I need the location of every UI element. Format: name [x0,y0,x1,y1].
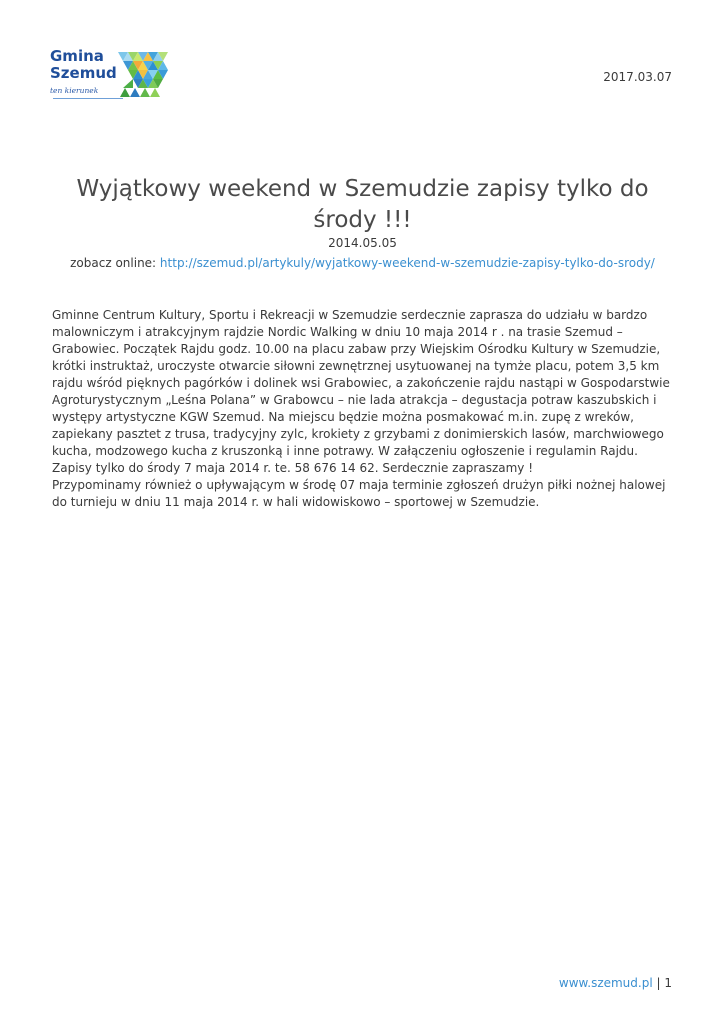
article-date: 2014.05.05 [328,236,397,250]
logo-underline [53,98,123,99]
online-link-line [0,256,725,270]
body-paragraph-1: Gminne Centrum Kultury, Sportu i Rekreacji w Szemudzie serdecznie zaprasza do udziału w bardzo malowniczym i atrakcyjnym rajdzie Nordic Walking w dniu 10 maja 2014 r . na trasie Szemud – Grabowiec. Początek Rajdu godz. 10.00 na placu zabaw przy Wiejskim Ośrodku Kultury w Szemudzie, krótki instruktaż, uroczyste otwarcie siłowni zewnętrznej usytuowanej na tymże placu, potem 3,5 km rajdu wśród pięknych pagórków i dolinek wsi Grabowiec, a zakończenie rajdu nastąpi w Gospodarstwie Agroturystycznym „Leśna Polana” w Grabowcu – nie lada atrakcja – degustacja potraw kaszubskich i występy artystyczne KGW Szemud. Na miejscu będzie można posmakować m.in. zupę z wreków, zapiekany pasztet z trusa, tradycyjny zylc, krokiety z grzybami z donimierskich lasów, marchwiowego kucha, modzowego kucha z kruszonką i inne potrawy. W załączeniu ogłoszenie i regulamin Rajdu. [52,308,670,458]
online-label: zobacz online: [70,256,157,270]
page-footer [559,976,672,990]
logo-text [50,48,117,95]
triangle-mosaic-icon [118,50,178,104]
article-url-link[interactable]: http://szemud.pl/artykuly/wyjatkowy-weekend-w-szemudzie-zapisy-tylko-do-srody/ [159,256,655,270]
gmina-szemud-logo [50,48,180,108]
logo-line-2: Szemud [50,64,117,82]
logo-tagline: ten kierunek [50,86,99,95]
body-paragraph-2: Zapisy tylko do środy 7 maja 2014 r. te. 58 676 14 62. Serdecznie zapraszamy ! [52,461,534,475]
body-paragraph-3: Przypominamy również o upływającym w środę 07 maja terminie zgłoszeń drużyn piłki nożnej halowej do turnieju w dniu 11 maja 2014 r. w hali widowiskowo – sportowej w Szemudzie. [52,478,666,509]
article-title: Wyjątkowy weekend w Szemudzie zapisy tylko do środy !!! [76,176,649,233]
page-number: 1 [664,976,672,990]
footer-site-link[interactable]: www.szemud.pl [558,976,653,990]
footer-separator: | [652,976,665,990]
article-body [52,307,677,511]
logo-line-1: Gmina [50,47,104,65]
export-date: 2017.03.07 [603,70,672,84]
